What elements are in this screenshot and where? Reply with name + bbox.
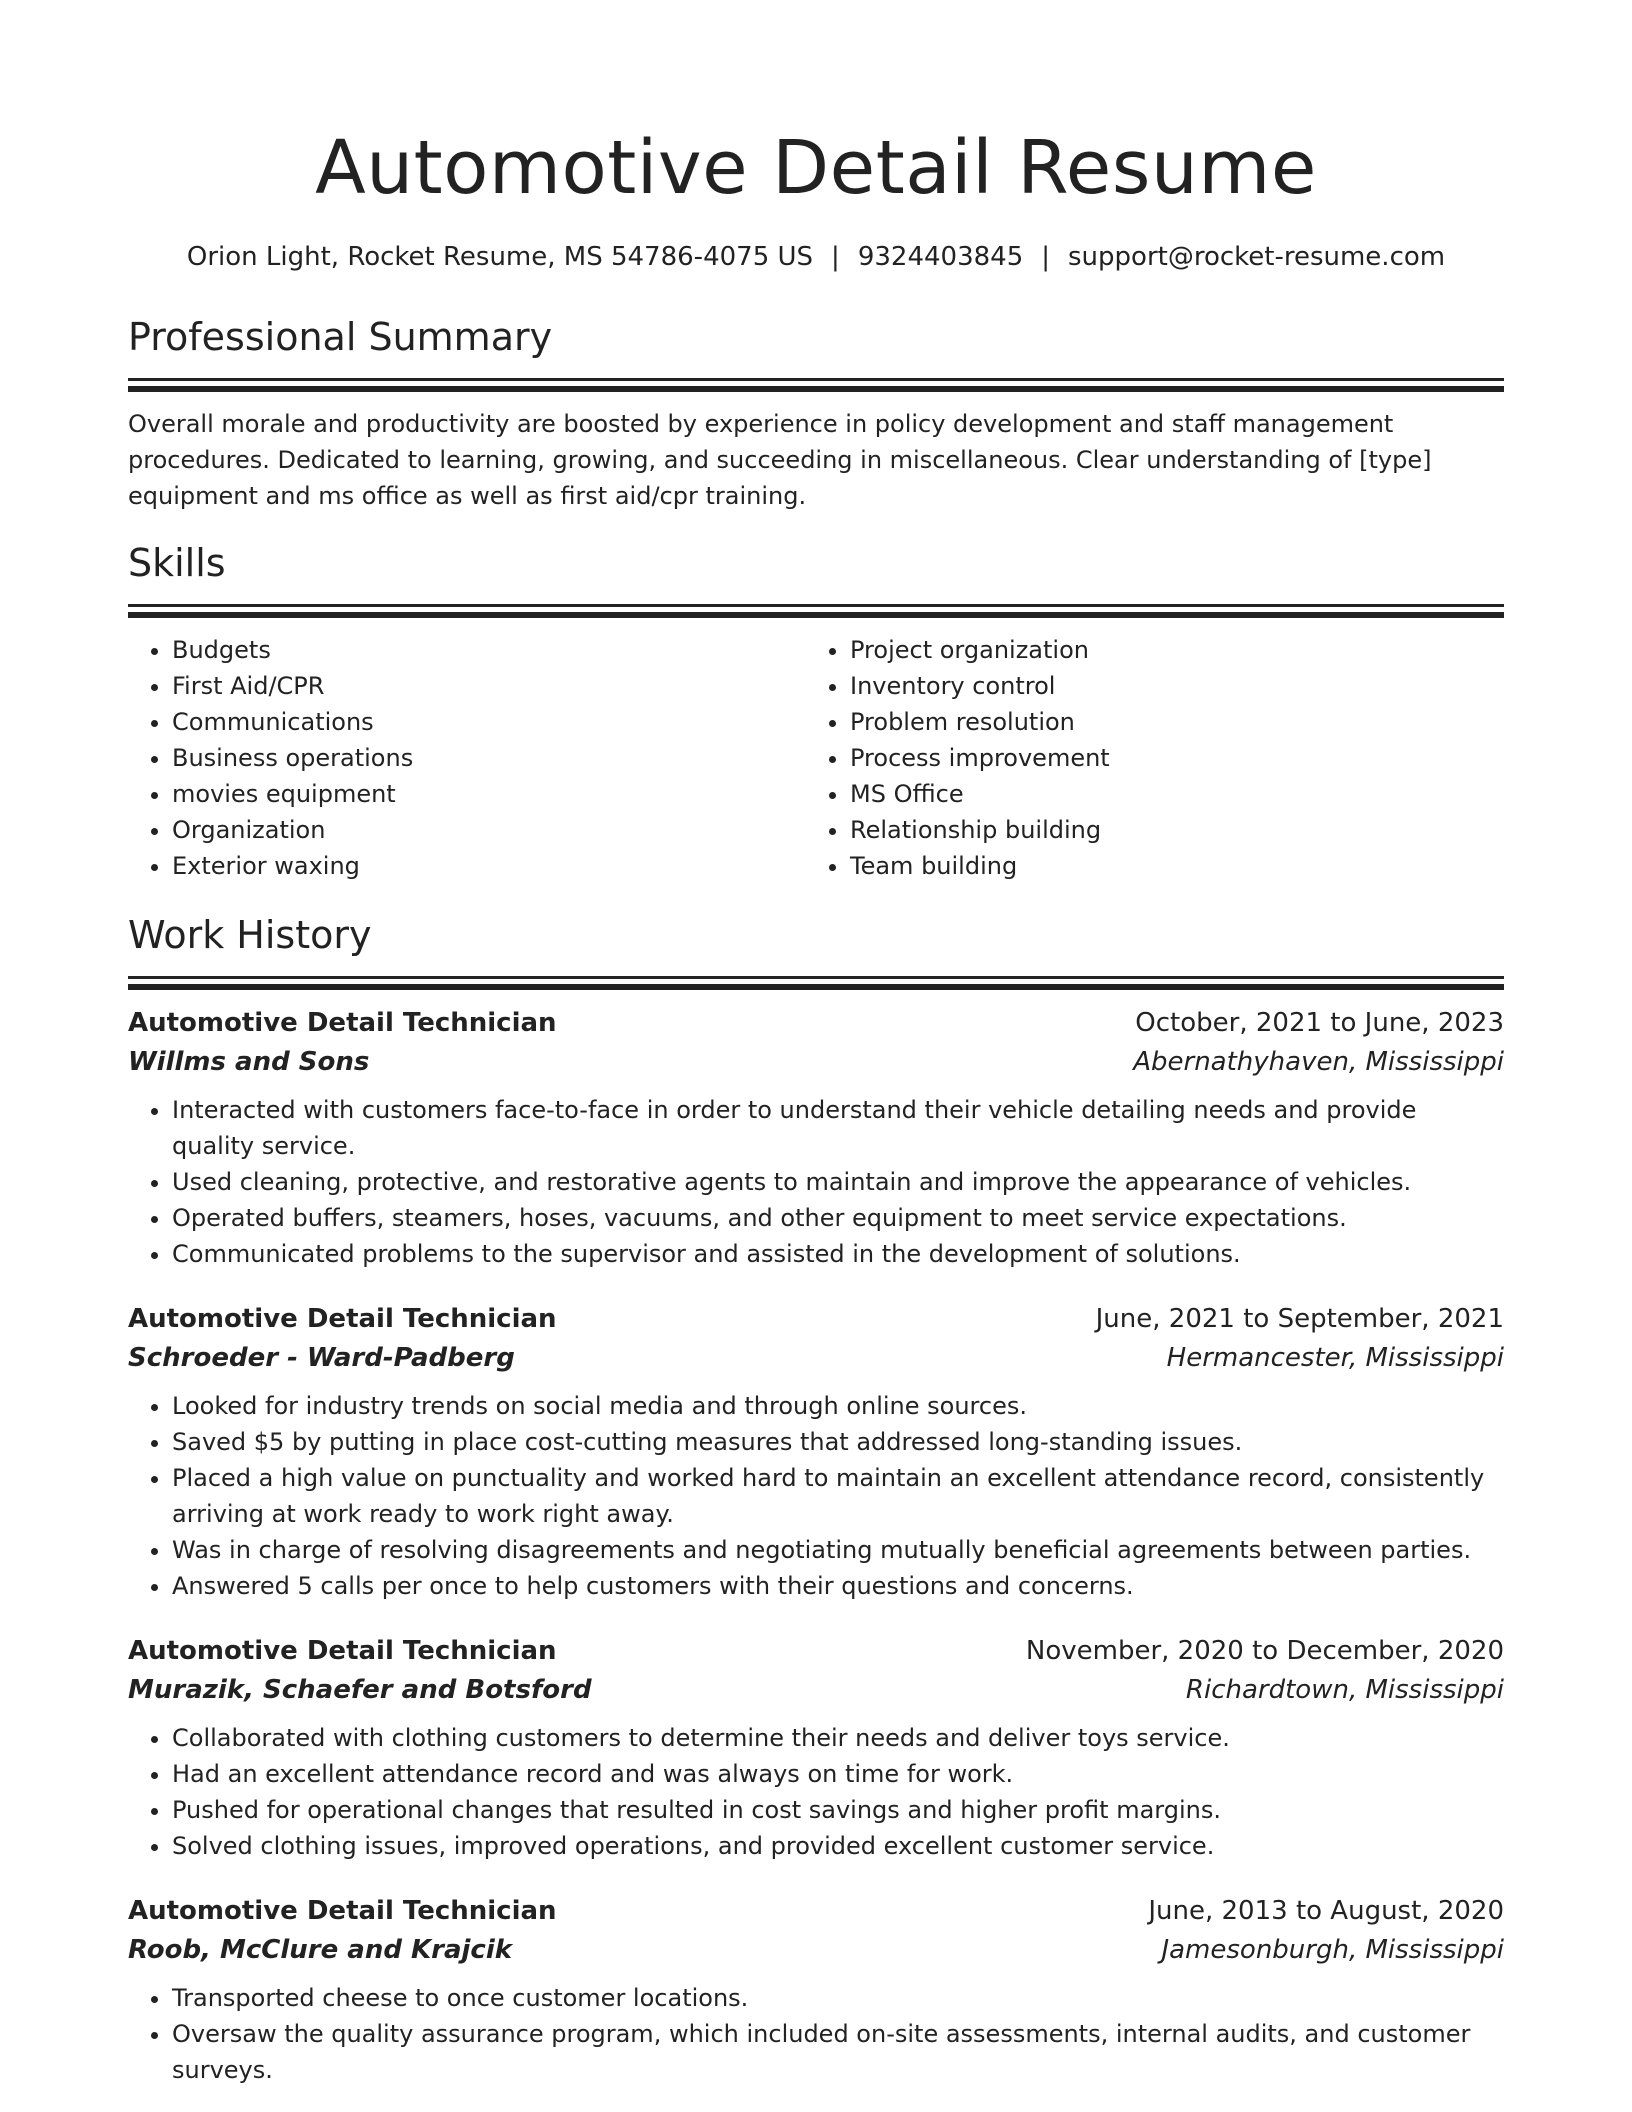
job-dates: June, 2013 to August, 2020 (1148, 1896, 1504, 1926)
job-entry (128, 1892, 1504, 2088)
skill-item: • Organization (172, 812, 806, 848)
job-company: Willms and Sons (128, 1047, 370, 1077)
job-bullet: • Oversaw the quality assurance program, which included on-site assessments, internal audits, and customer surveys. (172, 2016, 1504, 2088)
job-location: Richardtown, Mississippi (1185, 1675, 1504, 1705)
job-company-row (128, 1670, 1504, 1710)
job-header-row (128, 1892, 1504, 1930)
job-bullet: • Answered 5 calls per once to help customers with their questions and concerns. (172, 1568, 1504, 1604)
skill-item: • Inventory control (850, 668, 1484, 704)
contact-email: support@rocket-resume.com (1068, 242, 1446, 272)
section-heading: Work History (128, 913, 372, 957)
job-bullet: • Was in charge of resolving disagreements and negotiating mutually beneficial agreements between parties. (172, 1532, 1504, 1568)
job-bullets (128, 1720, 1504, 1864)
summary-text: Overall morale and productivity are boosted by experience in policy development and staff management procedures. Dedicated to learning, growing, and succeeding in miscellaneous. Clear understanding of [type] equipment and ms office as well as first aid/cpr training. (128, 410, 1432, 510)
professional-summary-section (128, 312, 1504, 514)
section-rule-thin (128, 976, 1504, 979)
contact-address: Orion Light, Rocket Resume, MS 54786-4075 US (186, 242, 814, 272)
job-bullet: • Communicated problems to the supervisor and assisted in the development of solutions. (172, 1236, 1504, 1272)
job-dates: June, 2021 to September, 2021 (1095, 1304, 1504, 1334)
job-dates: November, 2020 to December, 2020 (1025, 1636, 1504, 1666)
job-title: Automotive Detail Technician (128, 1304, 557, 1334)
job-company: Murazik, Schaefer and Botsford (128, 1675, 592, 1705)
skill-item: • Problem resolution (850, 704, 1484, 740)
section-rule-thin (128, 604, 1504, 607)
job-company-row (128, 1338, 1504, 1378)
skill-item: • First Aid/CPR (172, 668, 806, 704)
job-location: Hermancester, Mississippi (1166, 1343, 1504, 1373)
job-header-row (128, 1300, 1504, 1338)
job-header-row (128, 1004, 1504, 1042)
job-bullets (128, 1092, 1504, 1272)
job-title: Automotive Detail Technician (128, 1896, 557, 1926)
resume-page (128, 0, 1504, 2088)
skill-item: • Team building (850, 848, 1484, 884)
section-rule-thin (128, 378, 1504, 381)
job-entry (128, 1004, 1504, 1272)
job-bullet: • Solved clothing issues, improved operations, and provided excellent customer service. (172, 1828, 1504, 1864)
work-history-section (128, 910, 1504, 2088)
job-company-row (128, 1042, 1504, 1082)
job-company-row (128, 1930, 1504, 1970)
job-title: Automotive Detail Technician (128, 1008, 557, 1038)
section-rule-thick (128, 612, 1504, 618)
skill-item: • Relationship building (850, 812, 1484, 848)
job-header-row (128, 1632, 1504, 1670)
contact-separator: | (1041, 242, 1050, 272)
job-bullet: • Operated buffers, steamers, hoses, vacuums, and other equipment to meet service expectations. (172, 1200, 1504, 1236)
skill-item: • Budgets (172, 632, 806, 668)
job-entry (128, 1300, 1504, 1604)
job-company: Roob, McClure and Krajcik (128, 1935, 513, 1965)
job-dates: October, 2021 to June, 2023 (1135, 1008, 1504, 1038)
job-entry (128, 1632, 1504, 1864)
job-bullet: • Used cleaning, protective, and restorative agents to maintain and improve the appearance of vehicles. (172, 1164, 1504, 1200)
job-bullets (128, 1388, 1504, 1604)
job-bullet: • Interacted with customers face-to-face in order to understand their vehicle detailing needs and provide quality service. (172, 1092, 1504, 1164)
job-bullet: • Transported cheese to once customer locations. (172, 1980, 1504, 2016)
job-company: Schroeder - Ward-Padberg (128, 1343, 515, 1373)
job-bullet: • Looked for industry trends on social media and through online sources. (172, 1388, 1504, 1424)
job-bullet: • Saved $5 by putting in place cost-cutting measures that addressed long-standing issues. (172, 1424, 1504, 1460)
skills-list-right (806, 632, 1484, 884)
skill-item: • Project organization (850, 632, 1484, 668)
skills-section (128, 538, 1504, 884)
job-location: Jamesonburgh, Mississippi (1161, 1935, 1504, 1965)
job-bullet: • Had an excellent attendance record and was always on time for work. (172, 1756, 1504, 1792)
skill-item: • Exterior waxing (172, 848, 806, 884)
skill-item: • Communications (172, 704, 806, 740)
job-location: Abernathyhaven, Mississippi (1133, 1047, 1504, 1077)
section-rule-thick (128, 386, 1504, 392)
section-heading: Skills (128, 541, 226, 585)
skill-item: • MS Office (850, 776, 1484, 812)
contact-phone: 9324403845 (857, 242, 1024, 272)
resume-title: Automotive Detail Resume (315, 125, 1317, 211)
skill-item: • Process improvement (850, 740, 1484, 776)
skill-item: • Business operations (172, 740, 806, 776)
section-rule-thick (128, 984, 1504, 990)
skill-item: • movies equipment (172, 776, 806, 812)
job-bullet: • Pushed for operational changes that resulted in cost savings and higher profit margins. (172, 1792, 1504, 1828)
job-title: Automotive Detail Technician (128, 1636, 557, 1666)
job-bullets (128, 1980, 1504, 2088)
contact-separator: | (831, 242, 840, 272)
section-heading: Professional Summary (128, 315, 553, 359)
job-bullet: • Placed a high value on punctuality and worked hard to maintain an excellent attendance record, consistently arriving at work ready to work right away. (172, 1460, 1504, 1532)
contact-line (128, 240, 1504, 274)
skills-list-left (128, 632, 806, 884)
skills-columns (128, 632, 1504, 884)
job-bullet: • Collaborated with clothing customers to determine their needs and deliver toys service. (172, 1720, 1504, 1756)
